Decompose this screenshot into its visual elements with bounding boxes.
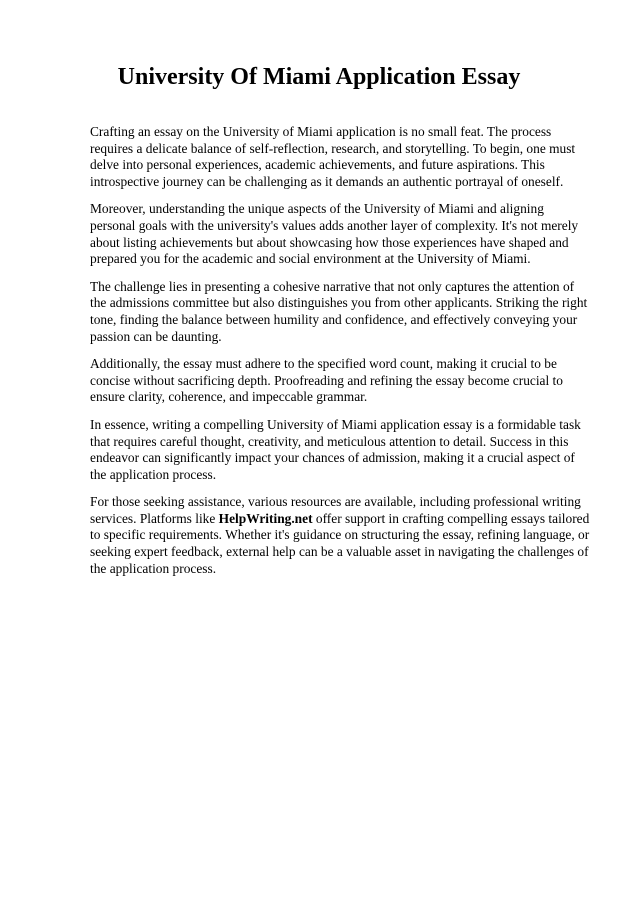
paragraph-6 [90, 494, 592, 577]
paragraph-1: Crafting an essay on the University of Miami application is no small feat. The process requires a delicate balance of self-reflection, research, and storytelling. To begin, one must delve into personal experiences, academic achievements, and future aspirations. This introspective journey can be challenging as it demands an authentic portrayal of oneself. [90, 124, 576, 189]
paragraph-2: Moreover, understanding the unique aspects of the University of Miami and aligning personal goals with the university's values adds another layer of complexity. It's not merely about listing achievements but about showcasing how those experiences have shaped and prepared you for the academic and social environment at the University of Miami. [90, 201, 579, 267]
page-title: University Of Miami Application Essay [117, 64, 521, 90]
paragraph-6-text-after: offer support in crafting compelling essays tailored to specific requirements. Whether it's guidance on structuring the essay, refining language, or seeking expert feedback, external help can be a valuable asset in navigating the challenges of the application process. [90, 510, 590, 576]
paragraph-3: The challenge lies in presenting a cohesive narrative that not only captures the attention of the admissions committee but also distinguishes you from other applicants. Striking the right tone, finding the balance between humility and confidence, and effectively conveying your passion can be daunting. [90, 278, 588, 344]
paragraph-5: In essence, writing a compelling University of Miami application essay is a formidable task that requires careful thought, creativity, and meticulous attention to detail. Success in this endeavor can significantly impact your chances of admission, making it a crucial aspect of the application process. [90, 416, 581, 482]
helpwriting-brand-link[interactable]: HelpWriting.net [218, 510, 313, 526]
paragraph-6-text-before: For those seeking assistance, various resources are available, including professional writing services. Platforms like [90, 494, 581, 526]
paragraph-4: Additionally, the essay must adhere to the specified word count, making it crucial to be concise without sacrificing depth. Proofreading and refining the essay become crucial to ensure clarity, coherence, and impeccable grammar. [90, 356, 563, 405]
